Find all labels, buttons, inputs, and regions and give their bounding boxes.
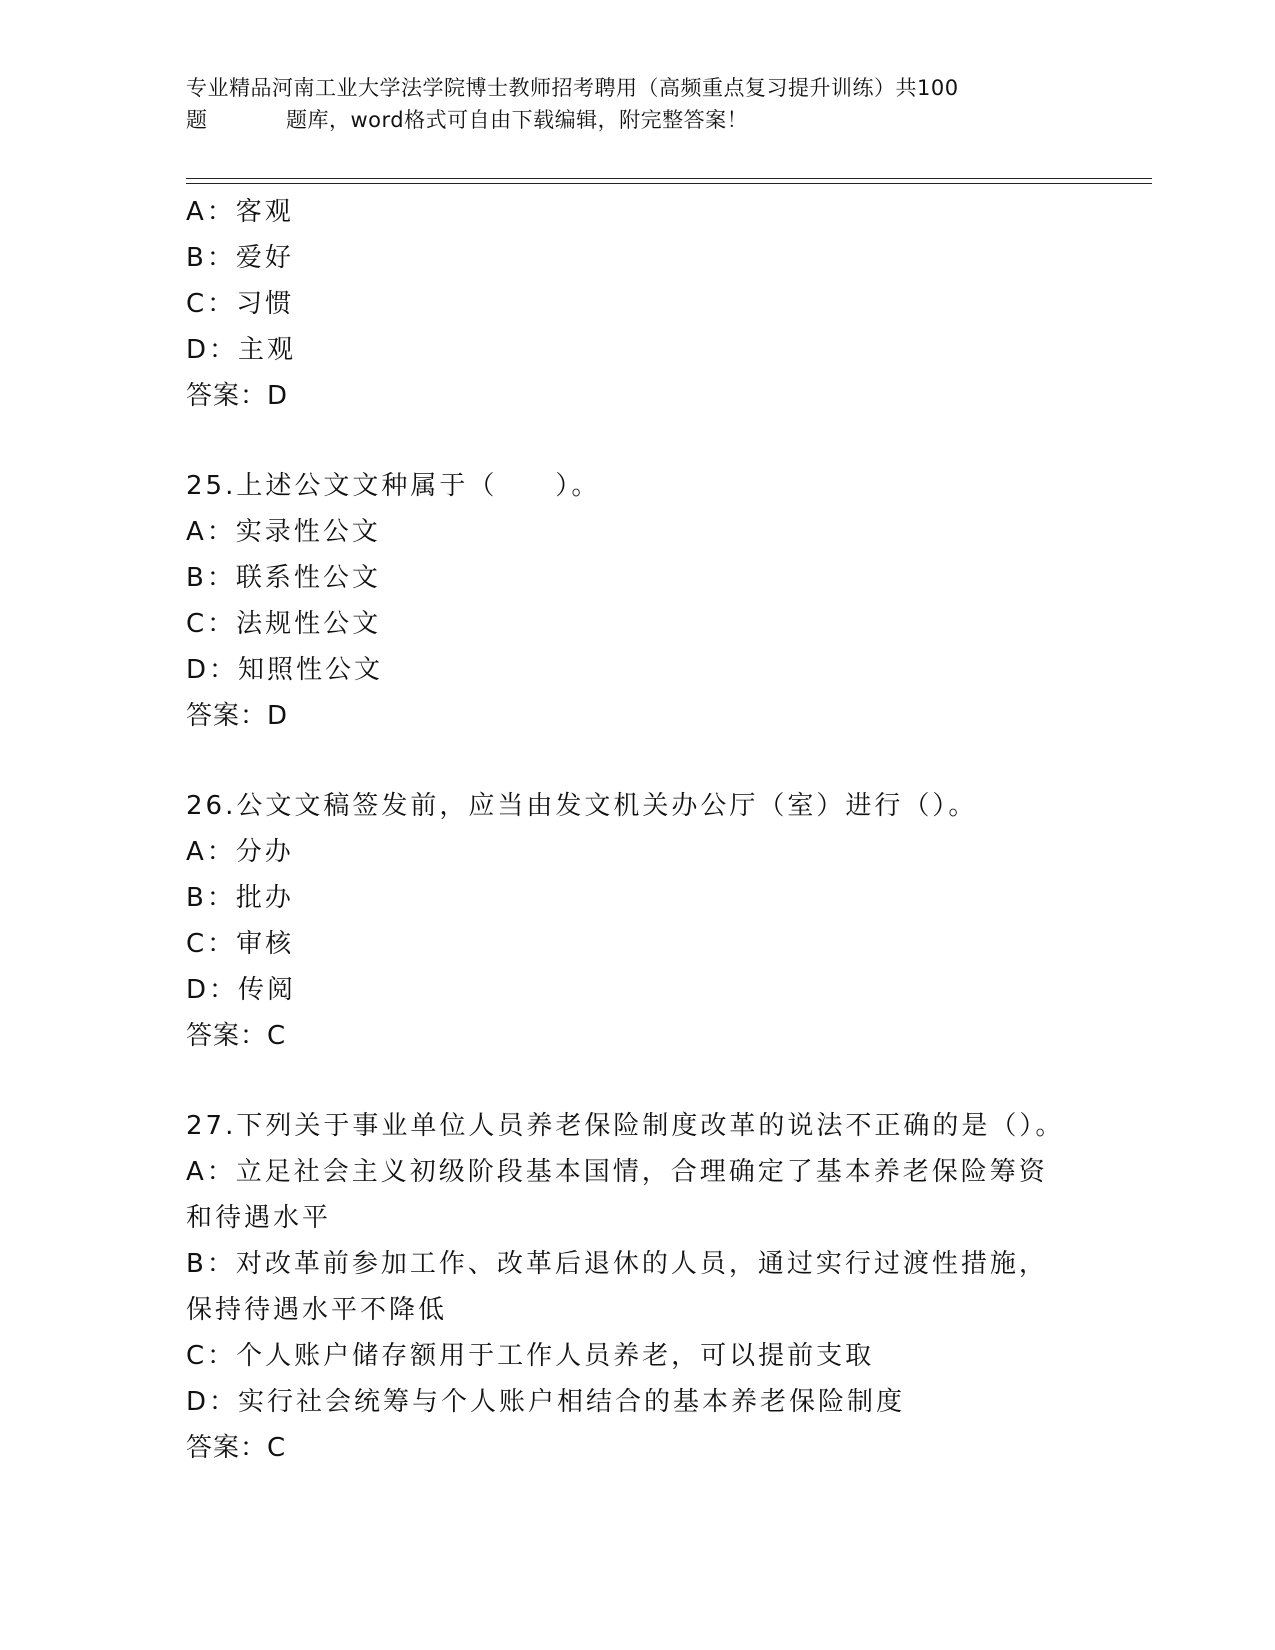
answer: 答案：D — [186, 381, 289, 411]
question-block — [186, 463, 1086, 739]
header-line-2-text: 题库，word格式可自由下载编辑，附完整答案！ — [286, 108, 749, 132]
option-c: C：个人账户储存额用于工作人员养老，可以提前支取 — [186, 1341, 875, 1371]
option-c: C：法规性公文 — [186, 609, 382, 639]
header-line-2 — [186, 104, 1086, 136]
option-d: D：传阅 — [186, 975, 297, 1005]
option-b: B：联系性公文 — [186, 563, 381, 593]
question-block — [186, 189, 1086, 419]
header-line-2-lead: 题 — [186, 108, 208, 132]
question-list — [186, 189, 1086, 1471]
question-block — [186, 1103, 1086, 1471]
option-a: A：客观 — [186, 197, 294, 227]
question-text: 25.上述公文文种属于（ ）。 — [186, 471, 601, 501]
answer: 答案：C — [186, 1433, 287, 1463]
header-divider-top — [186, 178, 1152, 179]
option-b: B：对改革前参加工作、改革后退休的人员，通过实行过渡性措施，保持待遇水平不降低 — [186, 1249, 1048, 1325]
option-d: D：主观 — [186, 335, 297, 365]
question-text: 26.公文文稿签发前，应当由发文机关办公厅（室）进行（）。 — [186, 791, 978, 821]
header-divider-bottom — [186, 183, 1152, 184]
option-c: C：审核 — [186, 929, 295, 959]
option-a: A：实录性公文 — [186, 517, 381, 547]
option-b: B：批办 — [186, 883, 294, 913]
option-d: D：知照性公文 — [186, 655, 384, 685]
option-c: C：习惯 — [186, 289, 295, 319]
question-block — [186, 783, 1086, 1059]
answer: 答案：C — [186, 1021, 287, 1051]
option-a: A：立足社会主义初级阶段基本国情，合理确定了基本养老保险筹资和待遇水平 — [186, 1157, 1048, 1233]
header-line-1: 专业精品河南工业大学法学院博士教师招考聘用（高频重点复习提升训练）共100 — [186, 76, 959, 100]
option-a: A：分办 — [186, 837, 294, 867]
page-header — [186, 72, 1086, 136]
answer: 答案：D — [186, 701, 289, 731]
option-d: D：实行社会统筹与个人账户相结合的基本养老保险制度 — [186, 1387, 906, 1417]
option-b: B：爱好 — [186, 243, 294, 273]
question-text: 27.下列关于事业单位人员养老保险制度改革的说法不正确的是（）。 — [186, 1111, 1065, 1141]
